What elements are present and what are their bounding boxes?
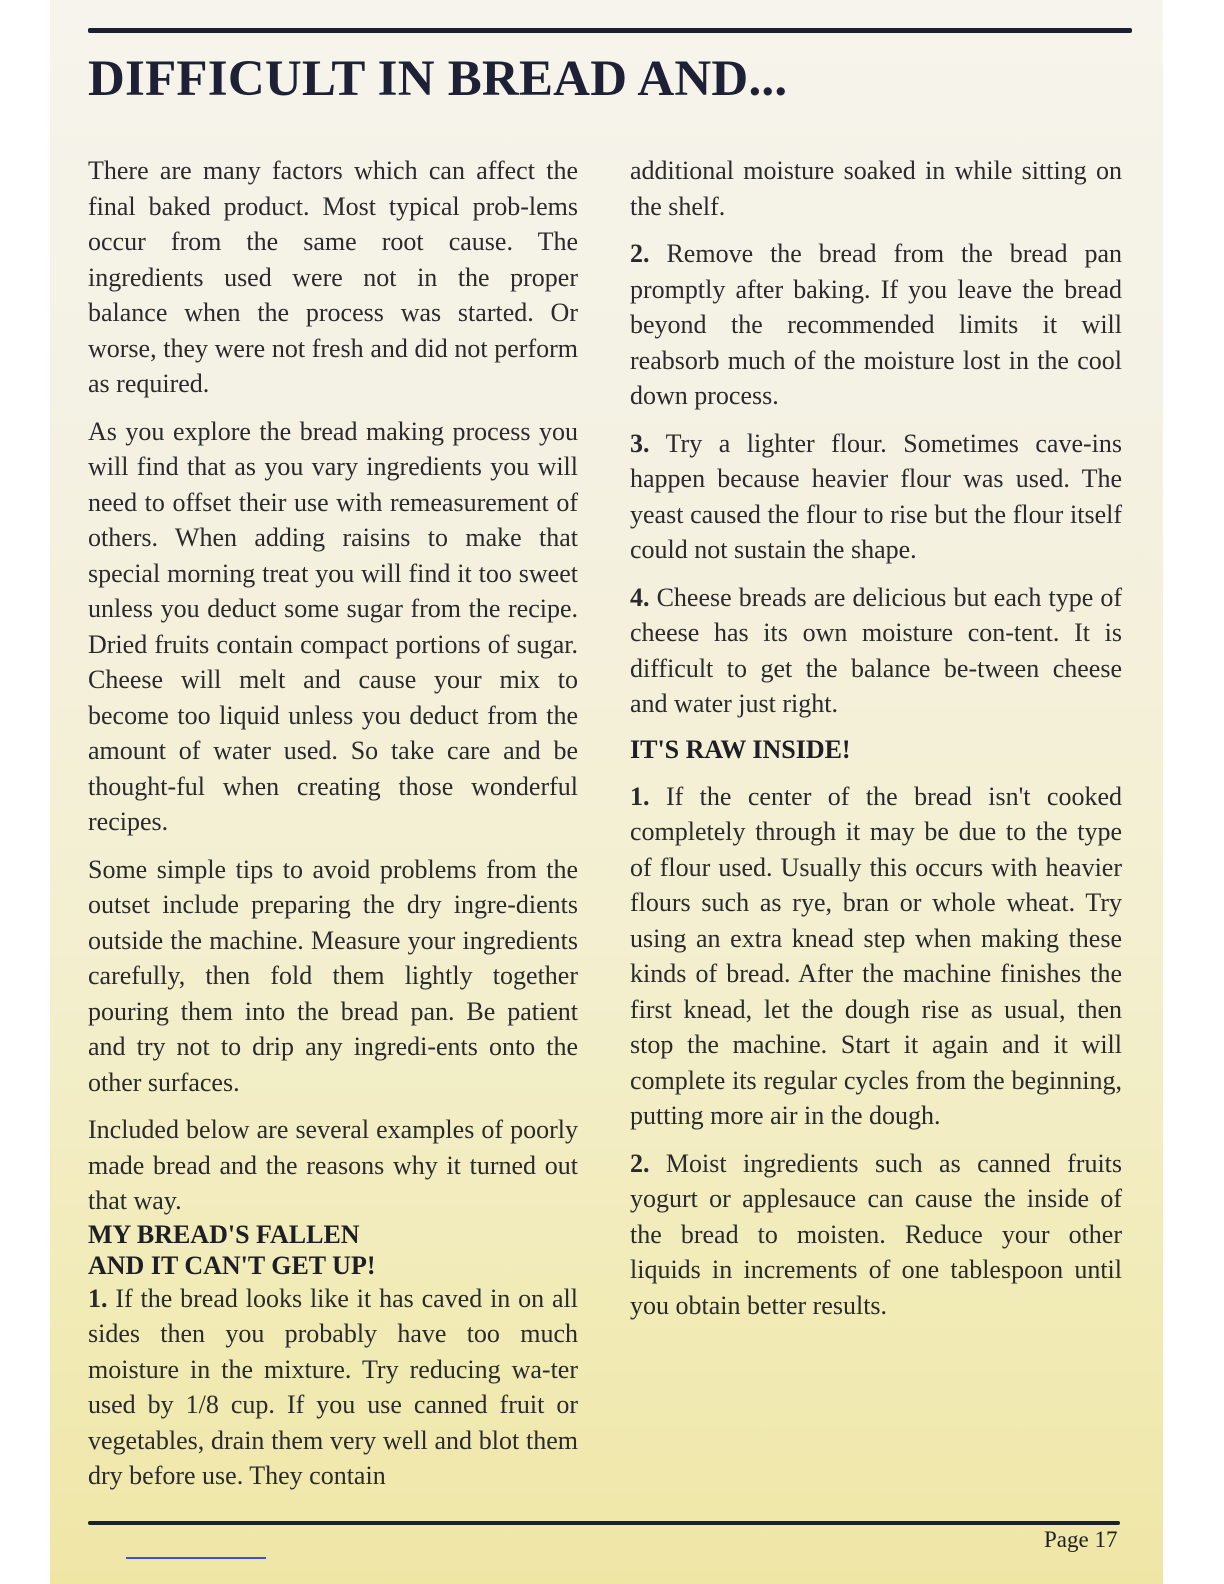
bottom-rule bbox=[88, 1521, 1120, 1525]
fallen-item-1 bbox=[88, 1281, 578, 1494]
raw-item-1-text: If the center of the bread isn't cooked completely through it may be due to the type of flour used. Usually this occurs with heavier flours such as rye, bran or whole wheat. Try using an extra knead step when making these kinds of bread. After the machine finishes the first knead, let the dough rise as usual, then stop the machine. Start it again and it will complete its regular cycles from the beginning, putting more air in the dough. bbox=[630, 781, 1123, 1130]
left-column bbox=[88, 153, 578, 1494]
right-column bbox=[630, 153, 1122, 1323]
intro-paragraph-4: Included below are several examples of poorly made bread and the reasons why it turned out that way. bbox=[88, 1115, 578, 1215]
fallen-item-1-text: If the bread looks like it has caved in on all sides then you probably have too much moisture in the mixture. Try reducing wa-ter used by 1/8 cup. If you use canned fruit or vegetables, drain them very well and blot them dry before use. They contain bbox=[88, 1283, 578, 1490]
fallen-item-3-text: Try a lighter flour. Sometimes cave-ins happen because heavier flour was used. The yeast caused the flour to rise but the flour itself could not sustain the shape. bbox=[630, 428, 1122, 564]
fallen-item-4-number: 4. bbox=[630, 582, 650, 612]
fallen-item-4-text: Cheese breads are delicious but each type of cheese has its own moisture con-tent. It is difficult to get the balance be-tween cheese and water just right. bbox=[630, 582, 1123, 718]
fallen-item-2 bbox=[630, 236, 1122, 414]
intro-paragraph-3: Some simple tips to avoid problems from the outset include preparing the dry ingre-dients outside the machine. Measure your ingredients carefully, then fold them lightly together pouring them into the bread pan. Be patient and try not to drip any ingredi-ents onto the other surfaces. bbox=[88, 854, 578, 1097]
blue-underline-mark bbox=[126, 1557, 266, 1559]
page-number: Page 17 bbox=[1044, 1527, 1118, 1552]
raw-item-2-text: Moist ingredients such as canned fruits yogurt or applesauce can cause the inside of the bread to moisten. Reduce your other liquids in increments of one tablespoon until you obtain better results. bbox=[630, 1148, 1123, 1320]
page-title: DIFFICULT IN BREAD AND... bbox=[88, 51, 788, 107]
fallen-item-3-number: 3. bbox=[630, 428, 650, 458]
continuation-paragraph: additional moisture soaked in while sitting on the shelf. bbox=[630, 156, 1122, 221]
fallen-item-4 bbox=[630, 580, 1122, 722]
intro-paragraph-1: There are many factors which can affect the final baked product. Most typical prob-lems occur from the same root cause. The ingredients used were not in the proper balance when the process was started. Or worse, they were not fresh and did not perform as required. bbox=[88, 156, 578, 398]
raw-inside-heading: IT'S RAW INSIDE! bbox=[630, 734, 851, 764]
raw-item-2-number: 2. bbox=[630, 1148, 650, 1178]
fallen-item-1-number: 1. bbox=[88, 1283, 108, 1313]
fallen-item-2-text: Remove the bread from the bread pan promptly after baking. If you leave the bread beyond the recommended limits it will reabsorb much of the moisture lost in the cool down process. bbox=[630, 239, 1122, 410]
fallen-item-2-number: 2. bbox=[630, 239, 650, 268]
top-rule bbox=[88, 28, 1132, 33]
fallen-item-3 bbox=[630, 426, 1122, 568]
raw-item-2 bbox=[630, 1146, 1122, 1324]
raw-item-1 bbox=[630, 779, 1122, 1134]
fallen-heading-line-2: AND IT CAN'T GET UP! bbox=[88, 1250, 376, 1280]
fallen-heading-line-1: MY BREAD'S FALLEN bbox=[88, 1219, 360, 1249]
intro-paragraph-2: As you explore the bread making process you will find that as you vary ingredients you will need to offset their use with remeasurement of others. When adding raisins to make that special morning treat you will find it too sweet unless you deduct some sugar from the recipe. Dried fruits contain compact portions of sugar. Cheese will melt and cause your mix to become too liquid unless you deduct from the amount of water used. So take care and be thought-ful when creating those wonderful recipes. bbox=[88, 416, 578, 836]
raw-item-1-number: 1. bbox=[630, 781, 650, 811]
